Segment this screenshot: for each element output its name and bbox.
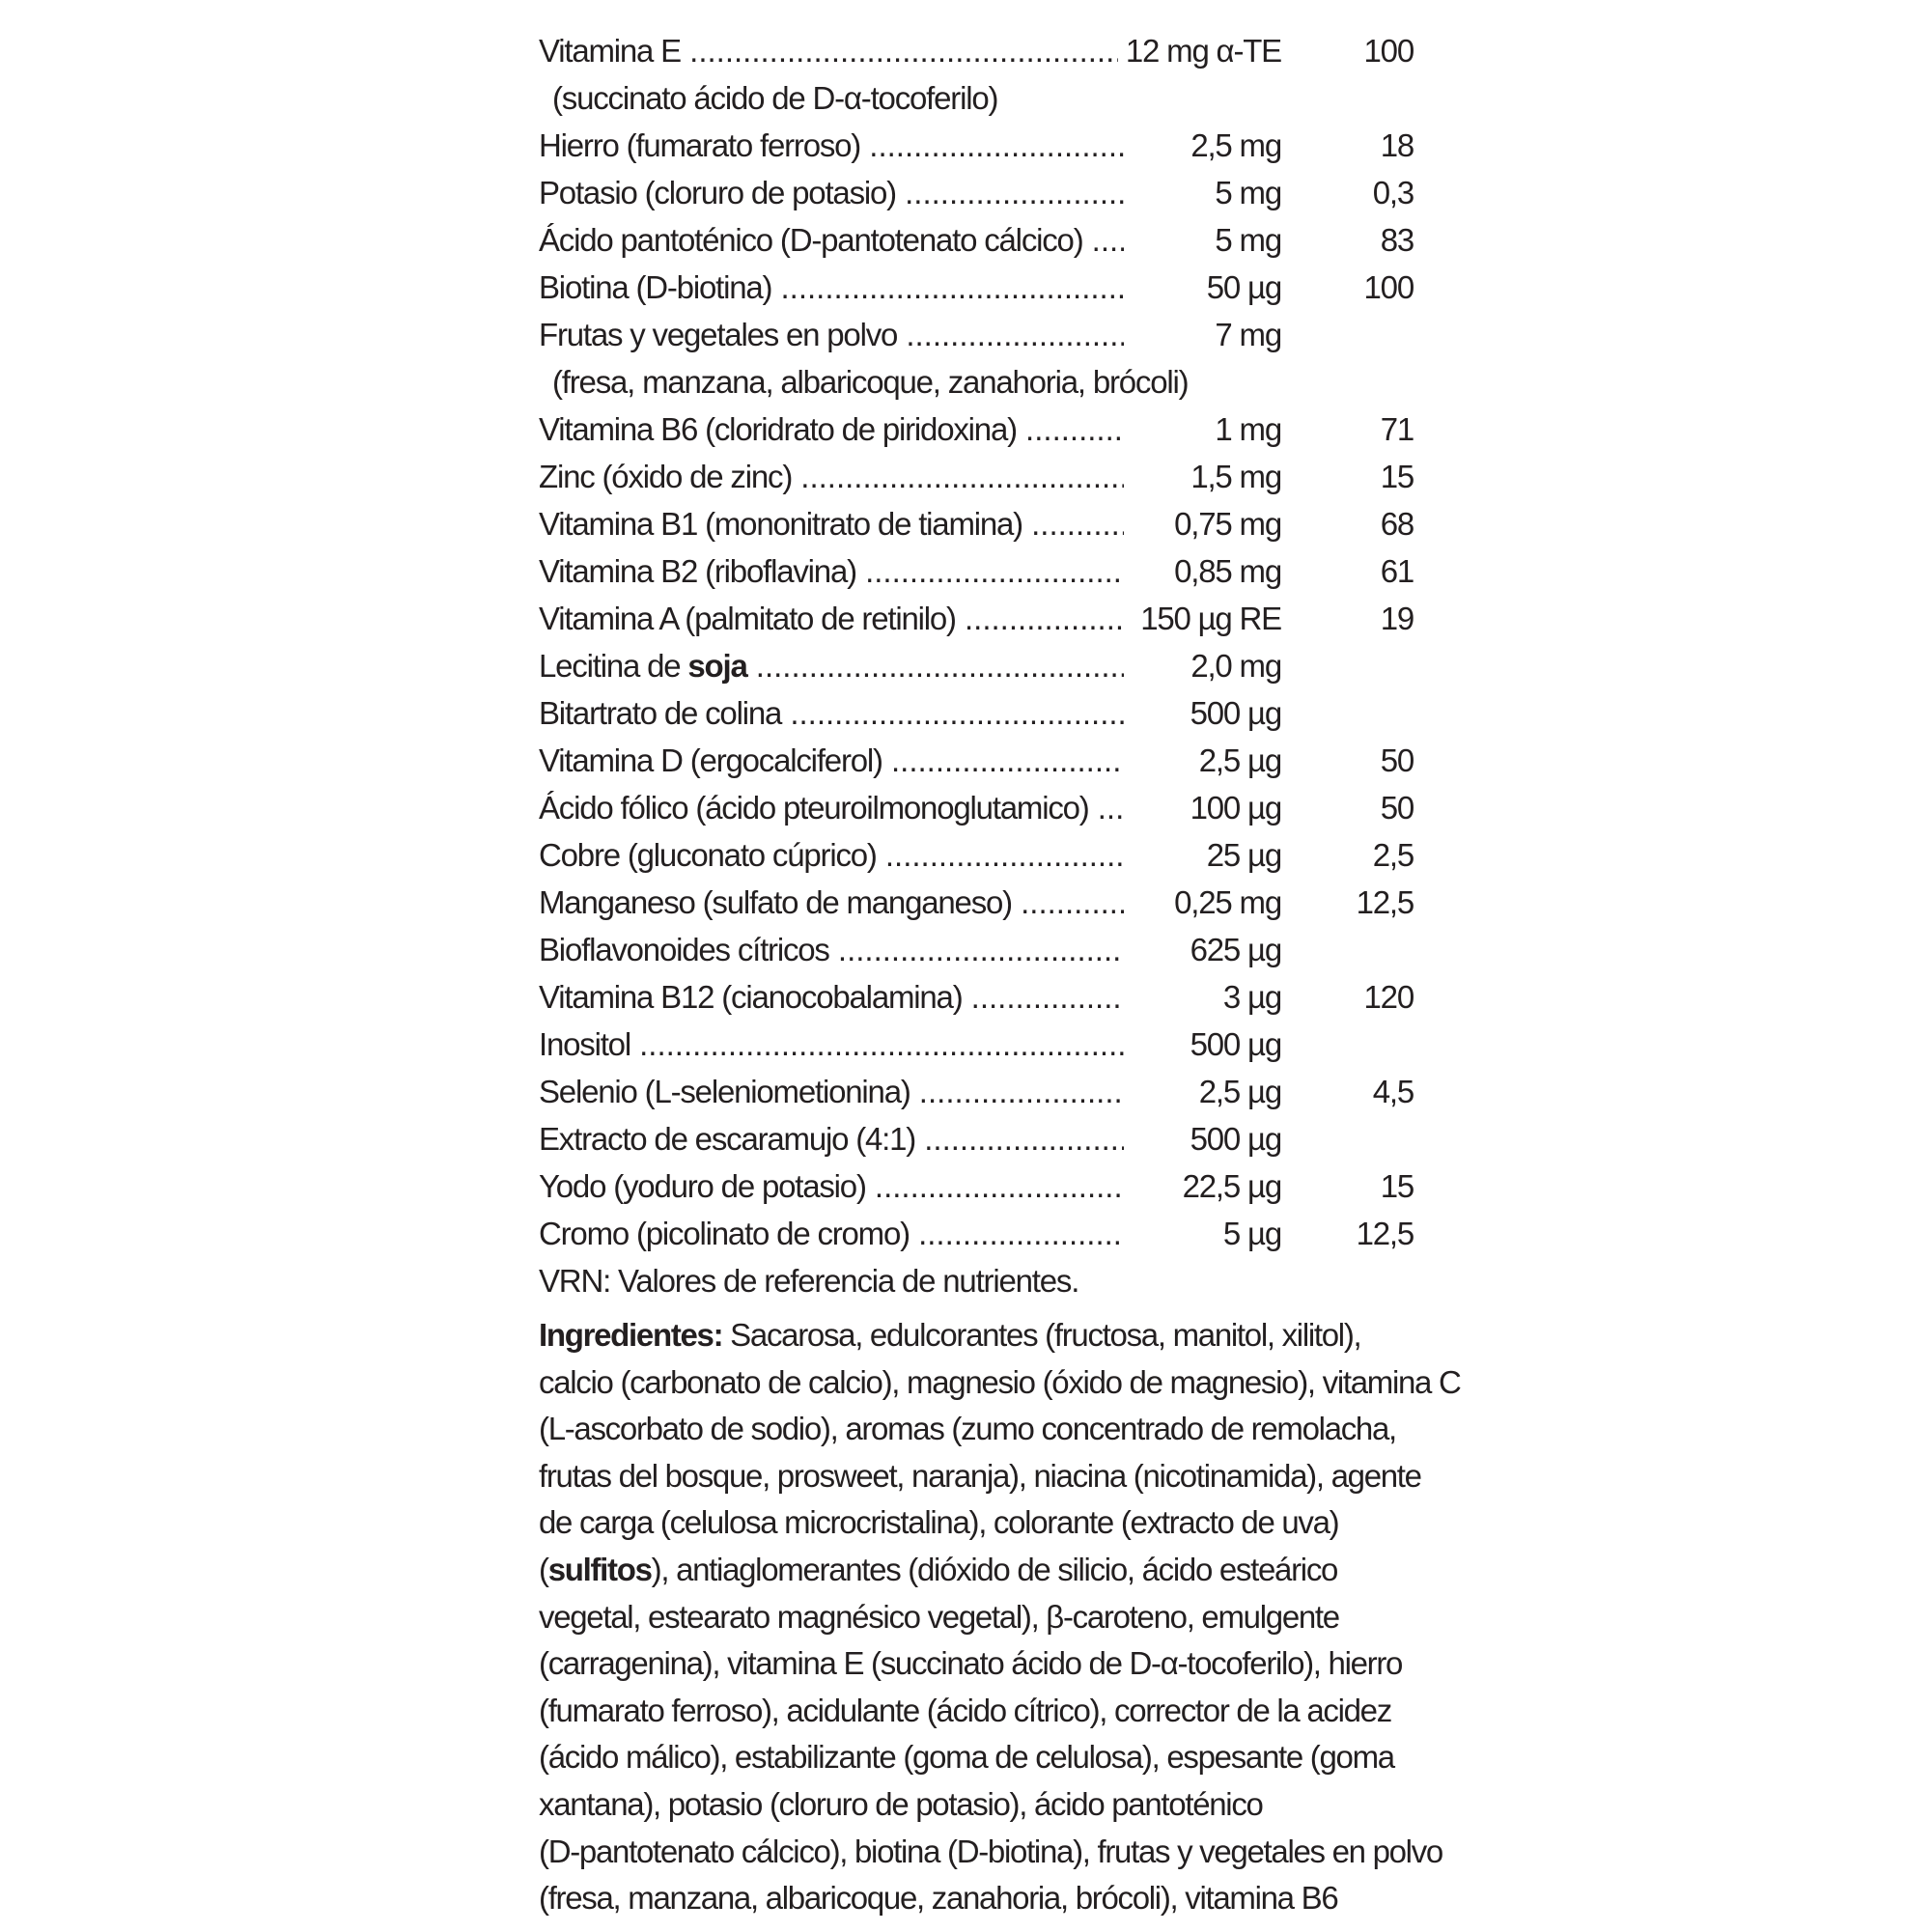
nutrient-row — [539, 547, 1414, 595]
nutrient-amount: 2,5 mg — [1183, 122, 1281, 169]
nutrient-amount: 1,5 mg — [1183, 453, 1281, 500]
nutrient-name: Ácido pantoténico (D-pantotenato cálcico) ..... — [539, 216, 1124, 264]
nutrient-row — [539, 1021, 1414, 1068]
nutrient-amount: 12 mg α-TE — [1118, 27, 1281, 74]
nutrient-source: (fresa, manzana, albaricoque, zanahoria, brócoli) — [552, 364, 1189, 400]
nutrient-amount: 2,5 µg — [1191, 737, 1281, 784]
nutrient-row — [539, 500, 1414, 547]
nutrient-name: Frutas y vegetales en polvo ..... — [539, 311, 1124, 358]
nutrient-vrn: 71 — [1380, 411, 1414, 447]
nutrient-name: Bitartrato de colina ..... — [539, 689, 1124, 737]
ingredients-line: xantana), potasio (cloruro de potasio), ácido pantoténico — [539, 1785, 1263, 1822]
nutrient-row — [539, 169, 1414, 216]
nutrient-vrn: 100 — [1363, 33, 1414, 69]
vrn-note: VRN: Valores de referencia de nutrientes. — [539, 1263, 1079, 1299]
nutrient-vrn: 0,3 — [1372, 175, 1414, 210]
allergen-highlight: sulfitos — [547, 1551, 652, 1587]
nutrient-amount: 625 µg — [1183, 926, 1281, 973]
nutrient-name: Vitamina B2 (riboflavina) ..... — [539, 547, 1124, 595]
ingredients-line: calcio (carbonato de calcio), magnesio (óxido de magnesio), vitamina C — [539, 1363, 1461, 1400]
nutrient-amount: 25 µg — [1199, 831, 1281, 879]
nutrient-vrn: 68 — [1380, 506, 1414, 542]
ingredients-line: (sulfitos), antiaglomerantes (dióxido de silicio, ácido esteárico — [539, 1551, 1338, 1587]
nutrient-source: (succinato ácido de D-α-tocoferilo) — [552, 80, 998, 116]
nutrient-amount: 2,5 µg — [1191, 1068, 1281, 1115]
ingredients-paragraph — [539, 1312, 1461, 1922]
nutrient-row — [539, 1115, 1414, 1162]
nutrient-vrn: 4,5 — [1372, 1074, 1414, 1109]
nutrient-amount: 500 µg — [1183, 1021, 1281, 1068]
nutrient-name: Yodo (yoduro de potasio) ..... — [539, 1162, 1124, 1210]
nutrient-vrn: 100 — [1363, 269, 1414, 305]
nutrient-row — [539, 784, 1414, 831]
nutrient-row — [539, 642, 1414, 689]
ingredients-line: Ingredientes: Sacarosa, edulcorantes (fructosa, manitol, xilitol), — [539, 1317, 1361, 1353]
nutrient-row — [539, 1162, 1414, 1210]
nutrient-amount: 22,5 µg — [1175, 1162, 1281, 1210]
nutrient-amount: 0,25 mg — [1166, 879, 1281, 926]
ingredients-line: vegetal, estearato magnésico vegetal), β-caroteno, emulgente — [539, 1598, 1339, 1635]
ingredients-line: (fumarato ferroso), acidulante (ácido cítrico), corrector de la acidez — [539, 1692, 1391, 1728]
nutrient-name: Cromo (picolinato de cromo) ..... — [539, 1210, 1124, 1257]
nutrient-vrn: 19 — [1380, 601, 1414, 636]
nutrient-row — [539, 689, 1414, 737]
nutrient-vrn: 50 — [1380, 742, 1414, 778]
nutrient-amount: 500 µg — [1183, 689, 1281, 737]
nutrient-row — [539, 406, 1414, 453]
ingredients-line: (ácido málico), estabilizante (goma de celulosa), espesante (goma — [539, 1739, 1394, 1776]
nutrient-amount: 2,0 mg — [1183, 642, 1281, 689]
nutrient-name: Ácido fólico (ácido pteuroilmonoglutamico) ..... — [539, 784, 1124, 831]
nutrient-vrn: 18 — [1380, 127, 1414, 163]
nutrient-row — [539, 1068, 1414, 1115]
nutrient-row — [539, 926, 1414, 973]
ingredients-line: (fresa, manzana, albaricoque, zanahoria, brócoli), vitamina B6 — [539, 1880, 1338, 1917]
nutrient-amount: 5 mg — [1207, 216, 1281, 264]
nutrient-name: Selenio (L-seleniometionina) ..... — [539, 1068, 1124, 1115]
nutrient-row — [539, 831, 1414, 879]
ingredients-line: de carga (celulosa microcristalina), colorante (extracto de uva) — [539, 1504, 1339, 1541]
nutrient-name: Vitamina E ..... — [539, 27, 1124, 74]
nutrient-amount: 100 µg — [1183, 784, 1281, 831]
nutrient-name: Lecitina de soja ..... — [539, 642, 1124, 689]
nutrient-name: Vitamina B12 (cianocobalamina) ..... — [539, 973, 1124, 1021]
ingredients-heading: Ingredientes: — [539, 1317, 723, 1353]
nutrient-name: Extracto de escaramujo (4:1) ..... — [539, 1115, 1124, 1162]
nutrient-vrn: 12,5 — [1356, 1216, 1414, 1251]
nutrient-row — [539, 216, 1414, 264]
nutrient-name: Zinc (óxido de zinc) ..... — [539, 453, 1124, 500]
ingredients-line: frutas del bosque, prosweet, naranja), niacina (nicotinamida), agente — [539, 1457, 1421, 1494]
nutrient-row — [539, 122, 1414, 169]
ingredients-line: (carragenina), vitamina E (succinato ácido de D-α-tocoferilo), hierro — [539, 1645, 1403, 1682]
nutrient-vrn: 83 — [1380, 222, 1414, 258]
nutrient-vrn: 61 — [1380, 553, 1414, 589]
nutrient-vrn: 120 — [1363, 979, 1414, 1015]
nutrient-amount: 50 µg — [1199, 264, 1281, 311]
nutrient-row — [539, 879, 1414, 926]
nutrient-amount: 500 µg — [1183, 1115, 1281, 1162]
nutrient-row — [539, 453, 1414, 500]
nutrient-name: Potasio (cloruro de potasio) ..... — [539, 169, 1124, 216]
nutrient-row — [539, 595, 1414, 642]
nutrient-amount: 0,85 mg — [1166, 547, 1281, 595]
nutrient-name: Cobre (gluconato cúprico) ..... — [539, 831, 1124, 879]
nutrient-vrn: 2,5 — [1372, 837, 1414, 873]
nutrient-amount: 0,75 mg — [1166, 500, 1281, 547]
nutrient-amount: 7 mg — [1207, 311, 1281, 358]
nutrient-row — [539, 973, 1414, 1021]
allergen-highlight: soja — [687, 648, 747, 684]
nutrient-row — [539, 737, 1414, 784]
nutrient-table — [539, 27, 1414, 1257]
nutrient-row — [539, 264, 1414, 311]
nutrient-amount: 1 mg — [1207, 406, 1281, 453]
ingredients-line: (D-pantotenato cálcico), biotina (D-biotina), frutas y vegetales en polvo — [539, 1833, 1442, 1869]
nutrient-name: Vitamina B6 (cloridrato de piridoxina) ..... — [539, 406, 1124, 453]
nutrient-name: Inositol ..... — [539, 1021, 1124, 1068]
nutrient-vrn: 12,5 — [1356, 884, 1414, 920]
nutrient-name: Vitamina B1 (mononitrato de tiamina) ..... — [539, 500, 1124, 547]
nutrient-name: Hierro (fumarato ferroso) ..... — [539, 122, 1124, 169]
nutrient-vrn: 15 — [1380, 1168, 1414, 1204]
ingredients-line: (L-ascorbato de sodio), aromas (zumo concentrado de remolacha, — [539, 1411, 1396, 1447]
nutrition-label — [539, 27, 1461, 1922]
nutrient-amount: 5 µg — [1216, 1210, 1281, 1257]
nutrient-name: Vitamina A (palmitato de retinilo) ..... — [539, 595, 1124, 642]
nutrient-row — [539, 311, 1414, 358]
nutrient-row — [539, 27, 1414, 74]
nutrient-vrn: 50 — [1380, 790, 1414, 826]
nutrient-amount: 5 mg — [1207, 169, 1281, 216]
nutrient-amount: 150 µg RE — [1133, 595, 1281, 642]
nutrient-amount: 3 µg — [1216, 973, 1281, 1021]
nutrient-name: Biotina (D-biotina) ..... — [539, 264, 1124, 311]
nutrient-name: Bioflavonoides cítricos ..... — [539, 926, 1124, 973]
nutrient-row — [539, 1210, 1414, 1257]
nutrient-name: Vitamina D (ergocalciferol) ..... — [539, 737, 1124, 784]
nutrient-vrn: 15 — [1380, 459, 1414, 494]
nutrient-name: Manganeso (sulfato de manganeso) ..... — [539, 879, 1124, 926]
